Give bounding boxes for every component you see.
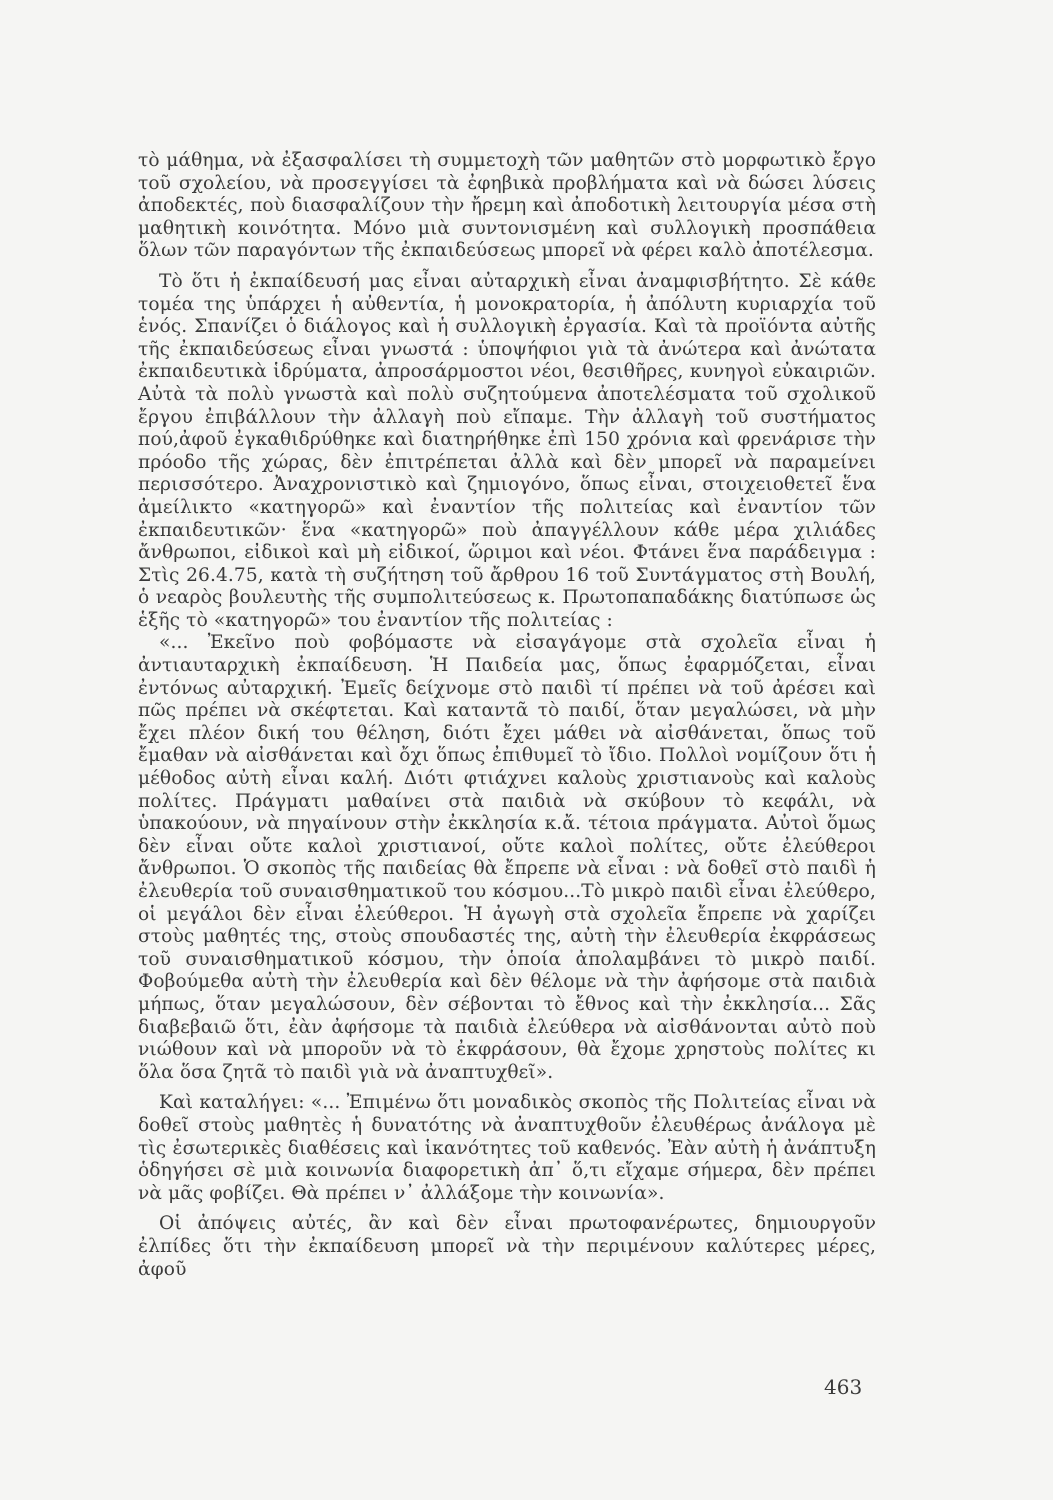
paragraph-quote: «... Ἐκεῖνο ποὺ φοβόμαστε νὰ εἰσαγάγομε στὰ σχολεῖα εἶναι ἡ ἀντιαυταρχικὴ ἐκπαίδευση. Ἡ Παιδεία μας, ὅπως ἐφαρμόζεται, εἶναι ἐντόνως αὐταρχική. Ἐμεῖς δείχνομε στὸ παιδὶ τί πρέπει νὰ τοῦ ἀρέσει καὶ πῶς πρέπει νὰ σκέφτεται. Καὶ καταντᾶ τὸ παιδί, ὅταν μεγαλώσει, νὰ μὴν ἔχει πλέον δική του θέληση, διότι ἔχει μάθει νὰ αἰσθάνεται, ὅπως τοῦ ἔμαθαν νὰ αἰσθάνεται καὶ ὄχι ὅπως ἐπιθυμεῖ τὸ ἴδιο. Πολλοὶ νομίζουν ὅτι ἡ μέθοδος αὐτὴ εἶναι καλή. Διότι φτιάχνει καλοὺς χριστιανοὺς καὶ καλοὺς πολίτες. Πράγματι μαθαίνει στὰ παιδιὰ νὰ σκύβουν τὸ κεφάλι, νὰ ὑπακούουν, νὰ πηγαίνουν στὴν ἐκκλησία κ.ἄ. τέτοια πράγματα. Αὐτοὶ ὅμως δὲν εἶναι οὔτε καλοὶ χριστιανοί, οὔτε καλοὶ πολίτες, οὔτε ἐλεύθεροι ἄνθρωποι. Ὁ σκοπὸς τῆς παιδείας θὰ ἔπρεπε νὰ εἶναι : νὰ δοθεῖ στὸ παιδὶ ἡ ἐλευθερία τοῦ συναισθηματικοῦ του κόσμου...Τὸ μικρὸ παιδὶ εἶναι ἐλεύθερο, οἱ μεγάλοι δὲν εἶναι ἐλεύθεροι. Ἡ ἀγωγὴ στὰ σχολεῖα ἔπρεπε νὰ χαρίζει στοὺς μαθητές της, στοὺς σπουδαστές της, αὐτὴ τὴν ἐλευθερία ἐκφράσεως τοῦ συναισθηματικοῦ κόσμου, τὴν ὁποία ἀπολαμβάνει τὸ μικρὸ παιδί. Φοβούμεθα αὐτὴ τὴν ἐλευθερία καὶ δὲν θέλομε νὰ τὴν ἀφήσομε στὰ παιδιὰ μήπως, ὅταν μεγαλώσουν, δὲν σέβονται τὸ ἔθνος καὶ τὴν ἐκκλησία... Σᾶς διαβεβαιῶ ὅτι, ἐὰν ἀφήσομε τὰ παιδιὰ ἐλεύθερα νὰ αἰσθάνονται αὐτὸ ποὺ νιώθουν καὶ νὰ μποροῦν νὰ τὸ ἐκφράσουν, θὰ ἔχομε χρηστοὺς πολίτες κι ὅλα ὅσα ζητᾶ τὸ παιδὶ γιὰ νὰ ἀναπτυχθεῖ». — [138, 632, 876, 1083]
body-text — [138, 150, 876, 1281]
page-number: 463 — [824, 1375, 863, 1399]
paragraph-continuation: τὸ μάθημα, νὰ ἐξασφαλίσει τὴ συμμετοχὴ τῶν μαθητῶν στὸ μορφωτικὸ ἔργο τοῦ σχολείου, νὰ προσεγγίσει τὰ ἐφηβικὰ προβλήματα καὶ νὰ δώσει λύσεις ἀποδεκτές, ποὺ διασφαλίζουν τὴν ἤρεμη καὶ ἀποδοτικὴ λειτουργία μέσα στὴ μαθητικὴ κοινότητα. Μόνο μιὰ συντονισμένη καὶ συλλογικὴ προσπάθεια ὅλων τῶν παραγόντων τῆς ἐκπαιδεύσεως μπορεῖ νὰ φέρει καλὸ ἀποτέλεσμα. — [138, 150, 876, 262]
paragraph-final: Οἱ ἀπόψεις αὐτές, ἂν καὶ δὲν εἶναι πρωτοφανέρωτες, δημιουργοῦν ἐλπίδες ὅτι τὴν ἐκπαίδευση μπορεῖ νὰ τὴν περιμένουν καλύτερες μέρες, ἀφοῦ — [138, 1213, 876, 1280]
paragraph-conclusion-quote: Καὶ καταλήγει: «... Ἐπιμένω ὅτι μοναδικὸς σκοπὸς τῆς Πολιτείας εἶναι νὰ δοθεῖ στοὺς μαθητὲς ἡ δυνατότης νὰ ἀναπτυχθοῦν ἐλευθέρως ἀνάλογα μὲ τὶς ἐσωτερικὲς διαθέσεις καὶ ἱκανότητες τοῦ καθενός. Ἐὰν αὐτὴ ἡ ἀνάπτυξη ὁδηγήσει σὲ μιὰ κοινωνία διαφορετικὴ ἀπ᾿ ὅ,τι εἴχαμε σήμερα, δὲν πρέπει νὰ μᾶς φοβίζει. Θὰ πρέπει ν᾿ ἀλλάξομε τὴν κοινωνία». — [138, 1092, 876, 1204]
paragraph-authoritarian-education: Τὸ ὅτι ἡ ἐκπαίδευσή μας εἶναι αὐταρχικὴ εἶναι ἀναμφισβήτητο. Σὲ κάθε τομέα της ὑπάρχει ἡ αὐθεντία, ἡ μονοκρατορία, ἡ ἀπόλυτη κυριαρχία τοῦ ἑνός. Σπανίζει ὁ διάλογος καὶ ἡ συλλογικὴ ἐργασία. Καὶ τὰ προϊόντα αὐτῆς τῆς ἐκπαιδεύσεως εἶναι γνωστά : ὑποψήφιοι γιὰ τὰ ἀνώτερα καὶ ἀνώτατα ἐκπαιδευτικὰ ἱδρύματα, ἀπροσάρμοστοι νέοι, θεσιθῆρες, κυνηγοὶ εὐκαιριῶν. Αὐτὰ τὰ πολὺ γνωστὰ καὶ πολὺ συζητούμενα ἀποτελέσματα τοῦ σχολικοῦ ἔργου ἐπιβάλλουν τὴν ἀλλαγὴ ποὺ εἴπαμε. Τὴν ἀλλαγὴ τοῦ συστήματος πού,ἀφοῦ ἐγκαθιδρύθηκε καὶ διατηρήθηκε ἐπὶ 150 χρόνια καὶ φρενάρισε τὴν πρόοδο τῆς χώρας, δὲν ἐπιτρέπεται ἀλλὰ καὶ δὲν μπορεῖ νὰ παραμείνει περισσότερο. Ἀναχρονιστικὸ καὶ ζημιογόνο, ὅπως εἶναι, στοιχειοθετεῖ ἕνα ἀμείλικτο «κατηγορῶ» καὶ ἐναντίον τῆς πολιτείας καὶ ἐναντίον τῶν ἐκπαιδευτικῶν· ἕνα «κατηγορῶ» ποὺ ἀπαγγέλλουν κάθε μέρα χιλιάδες ἄνθρωποι, εἰδικοὶ καὶ μὴ εἰδικοί, ὥριμοι καὶ νέοι. Φτάνει ἕνα παράδειγμα : Στὶς 26.4.75, κατὰ τὴ συζήτηση τοῦ ἄρθρου 16 τοῦ Συντάγματος στὴ Βουλή, ὁ νεαρὸς βουλευτὴς τῆς συμπολιτεύσεως κ. Πρωτοπαπαδάκης διατύπωσε ὡς ἑξῆς τὸ «κατηγορῶ» του ἐναντίον τῆς πολιτείας : — [138, 270, 876, 631]
